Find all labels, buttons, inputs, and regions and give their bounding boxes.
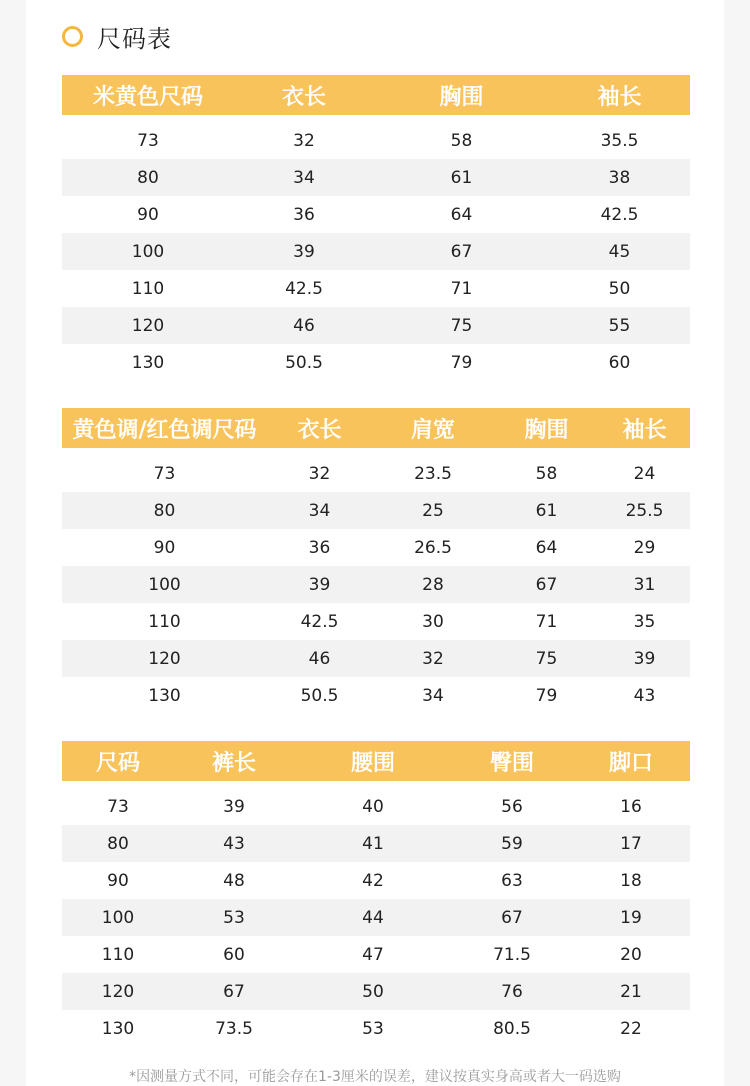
circle-bullet-icon [62,26,83,47]
cell: 17 [572,825,690,862]
cell: 47 [362,944,384,965]
cell: 39 [234,233,374,270]
cell: 31 [599,566,690,603]
table-row [62,973,690,1010]
table-header-row [62,741,690,781]
table-row [62,566,690,603]
cell: 50 [608,278,631,299]
table-row [62,307,690,344]
table-row [62,899,690,936]
cell: 25 [372,492,494,529]
cell: 23.5 [414,463,452,484]
cell: 67 [174,973,294,1010]
cell: 41 [294,825,452,862]
cell: 32 [372,640,494,677]
table-row [62,529,690,566]
table-header-row [62,75,690,115]
cell: 120 [62,640,267,677]
cell: 50.5 [285,352,323,373]
header-chest: 胸围 [494,408,599,448]
table-row [62,270,690,307]
cell: 44 [294,899,452,936]
cell: 53 [174,899,294,936]
cell: 39 [267,566,372,603]
cell: 42 [362,870,384,891]
cell: 71 [450,278,473,299]
cell: 38 [549,159,690,196]
table-row [62,455,690,492]
size-table-yellow-red [62,408,690,714]
cell: 21 [572,973,690,1010]
footnote: *因测量方式不同，可能会存在1-3厘米的误差，建议按真实身高或者大一码选购 [129,1069,621,1085]
table-header-row [62,408,690,448]
cell: 42.5 [300,611,339,632]
header-length: 衣长 [234,75,374,115]
table-row [62,936,690,973]
cell: 61 [374,159,549,196]
cell: 73 [137,130,159,151]
cell: 130 [131,352,165,373]
cell: 40 [362,796,384,817]
header-sleeve: 袖长 [599,408,690,448]
table-row [62,233,690,270]
cell: 34 [267,492,372,529]
cell: 79 [450,352,473,373]
cell: 90 [137,204,159,225]
cell: 20 [620,944,642,965]
header-size: 米黄色尺码 [62,75,234,115]
cell: 32 [293,130,315,151]
cell: 60 [608,352,631,373]
cell: 110 [131,278,165,299]
cell: 58 [450,130,473,151]
cell: 29 [633,537,656,558]
cell: 100 [62,233,234,270]
cell: 28 [372,566,494,603]
cell: 120 [62,973,174,1010]
cell: 46 [234,307,374,344]
cell: 18 [620,870,642,891]
cell: 24 [633,463,656,484]
cell: 48 [223,870,245,891]
cell: 80 [62,159,234,196]
cell: 58 [535,463,558,484]
table-row [62,825,690,862]
cell: 39 [599,640,690,677]
cell: 67 [452,899,572,936]
header-size: 尺码 [62,741,174,781]
table-row [62,862,690,899]
title-row [62,20,172,52]
cell: 61 [494,492,599,529]
cell: 90 [107,870,129,891]
cell: 90 [153,537,176,558]
cell: 120 [62,307,234,344]
table-row [62,603,690,640]
size-table-pants [62,741,690,1047]
cell: 43 [174,825,294,862]
cell: 30 [422,611,444,632]
cell: 110 [148,611,181,632]
cell: 53 [362,1018,384,1039]
header-shoulder: 肩宽 [372,408,494,448]
cell: 36 [293,204,315,225]
cell: 45 [549,233,690,270]
header-leg-opening: 脚口 [572,741,690,781]
header-size: 黄色调/红色调尺码 [62,408,267,448]
cell: 22 [620,1018,642,1039]
table-row [62,640,690,677]
header-sleeve: 袖长 [549,75,690,115]
cell: 130 [101,1018,135,1039]
cell: 130 [148,685,181,706]
cell: 80.5 [493,1018,531,1039]
cell: 43 [633,685,656,706]
cell: 34 [422,685,444,706]
cell: 100 [62,566,267,603]
cell: 50 [294,973,452,1010]
table-row [62,492,690,529]
table-row [62,122,690,159]
page-title: 尺码表 [97,24,172,53]
cell: 56 [501,796,523,817]
header-length: 衣长 [267,408,372,448]
cell: 50.5 [300,685,339,706]
cell: 35.5 [600,130,639,151]
cell: 19 [572,899,690,936]
cell: 60 [223,944,245,965]
cell: 76 [452,973,572,1010]
cell: 71 [535,611,558,632]
cell: 75 [374,307,549,344]
cell: 55 [549,307,690,344]
cell: 42.5 [285,278,323,299]
cell: 110 [101,944,135,965]
table-row [62,677,690,714]
table-row [62,788,690,825]
cell: 80 [62,492,267,529]
size-table-beige [62,75,690,381]
cell: 64 [535,537,558,558]
cell: 64 [450,204,473,225]
cell: 71.5 [493,944,531,965]
table-row [62,344,690,381]
cell: 73 [153,463,176,484]
header-pants-length: 裤长 [174,741,294,781]
cell: 67 [494,566,599,603]
cell: 79 [535,685,558,706]
table-row [62,1010,690,1047]
header-chest: 胸围 [374,75,549,115]
header-waist: 腰围 [294,741,452,781]
cell: 39 [223,796,245,817]
cell: 100 [62,899,174,936]
cell: 16 [620,796,642,817]
cell: 25.5 [599,492,690,529]
table-row [62,159,690,196]
cell: 73.5 [215,1018,253,1039]
cell: 59 [452,825,572,862]
cell: 46 [267,640,372,677]
cell: 67 [374,233,549,270]
cell: 34 [234,159,374,196]
cell: 35 [633,611,656,632]
cell: 73 [107,796,129,817]
table-row [62,196,690,233]
cell: 36 [308,537,331,558]
cell: 75 [494,640,599,677]
cell: 32 [308,463,331,484]
header-hip: 臀围 [452,741,572,781]
cell: 26.5 [414,537,452,558]
cell: 42.5 [600,204,639,225]
cell: 80 [62,825,174,862]
cell: 63 [501,870,523,891]
